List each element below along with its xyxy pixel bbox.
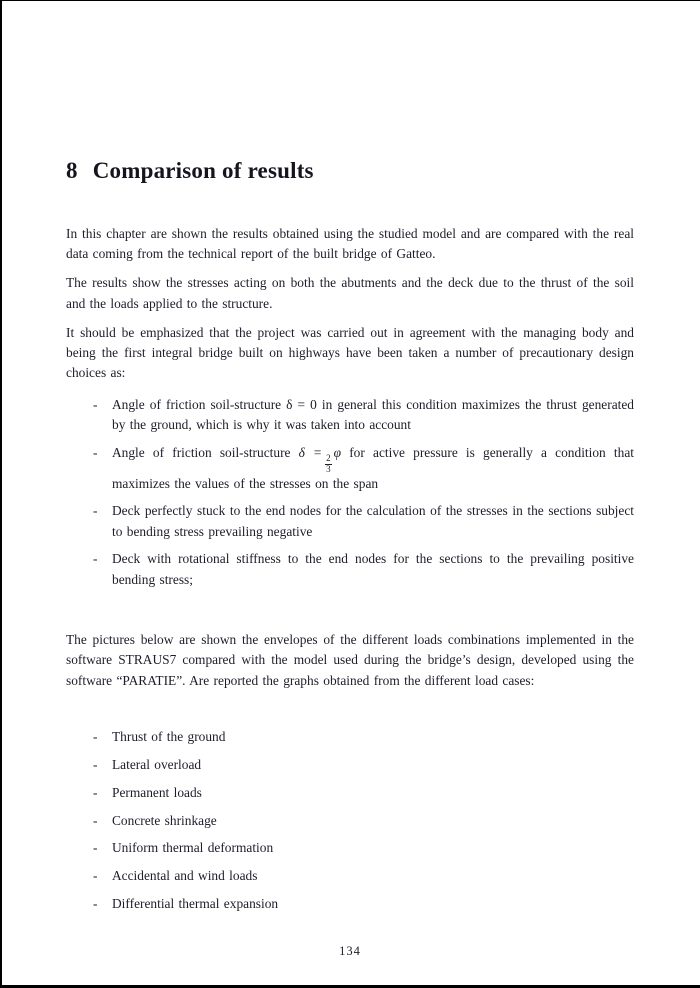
list-item-text: Accidental and wind loads (112, 868, 258, 884)
list-item (66, 727, 634, 747)
paragraph-intro: In this chapter are shown the results obtained using the studied model and are compared with the real data coming from the technical report of the built bridge of Gatteo. (66, 226, 634, 262)
formula-pre-text: Angle of friction soil-structure (112, 444, 299, 460)
page-number: 134 (339, 944, 361, 959)
list-item-text: Deck perfectly stuck to the end nodes for the calculation of the stresses in the sections subject to bending stress prevailing negative (112, 503, 634, 539)
dash-marker: - (93, 396, 98, 412)
chapter-number: 8 (66, 158, 78, 183)
dash-marker: - (93, 868, 98, 884)
list-item-text (112, 443, 634, 495)
formula-post-text: for active pressure is generally a condition that maximizes the values of the stresses on the span (112, 444, 634, 492)
dash-marker: - (93, 551, 98, 567)
list-item-text: Thrust of the ground (112, 729, 226, 745)
list-item (66, 755, 634, 775)
list-item (66, 395, 634, 436)
fraction-two-thirds (325, 454, 332, 474)
load-cases-list (66, 727, 634, 914)
dash-marker: - (93, 729, 98, 745)
dash-marker: - (93, 444, 98, 460)
page-content (66, 0, 634, 959)
list-item-text: Lateral overload (112, 757, 202, 773)
list-item-text: Differential thermal expansion (112, 896, 279, 912)
fraction-numerator: 2 (326, 453, 331, 464)
list-item (66, 501, 634, 542)
phi-symbol: φ (333, 444, 342, 460)
dash-marker: - (93, 503, 98, 519)
design-choices-list (66, 395, 634, 590)
dash-marker: - (93, 840, 98, 856)
chapter-heading (66, 156, 634, 186)
fraction-denominator: 3 (326, 463, 331, 474)
list-item-text: Angle of friction soil-structure δ = 0 in general this condition maximizes the thrust generated by the ground, which is why it was taken into account (112, 396, 634, 433)
dash-marker: - (93, 784, 98, 800)
list-item (66, 894, 634, 914)
dash-marker: - (93, 757, 98, 773)
list-item (66, 443, 634, 495)
list-item-text: Concrete shrinkage (112, 812, 217, 828)
list-item (66, 811, 634, 831)
paragraph-results: The results show the stresses acting on both the abutments and the deck due to the thrust of the soil and the loads applied to the structure. (66, 275, 634, 311)
list-item (66, 549, 634, 590)
dash-marker: - (93, 896, 98, 912)
dash-marker: - (93, 812, 98, 828)
list-item (66, 838, 634, 858)
list-item-text: Deck with rotational stiffness to the end nodes for the sections to the prevailing positive bending stress; (112, 551, 634, 587)
list-item-text: Permanent loads (112, 784, 202, 800)
list-item-text: Uniform thermal deformation (112, 840, 274, 856)
paragraph-pictures: The pictures below are shown the envelopes of the different loads combinations implemented in the software STRAUS7 compared with the model used during the bridge’s design, developed using the software “PARATIE”. Are reported the graphs obtained from the different load cases: (66, 632, 634, 688)
list-item (66, 866, 634, 886)
chapter-title: Comparison of results (92, 158, 314, 183)
paragraph-emphasis: It should be emphasized that the project was carried out in agreement with the managing body and being the first integral bridge built on highways have been taken a number of precautionary design choices as: (66, 324, 634, 381)
delta-equals-formula: δ = (298, 444, 323, 460)
list-item (66, 783, 634, 803)
